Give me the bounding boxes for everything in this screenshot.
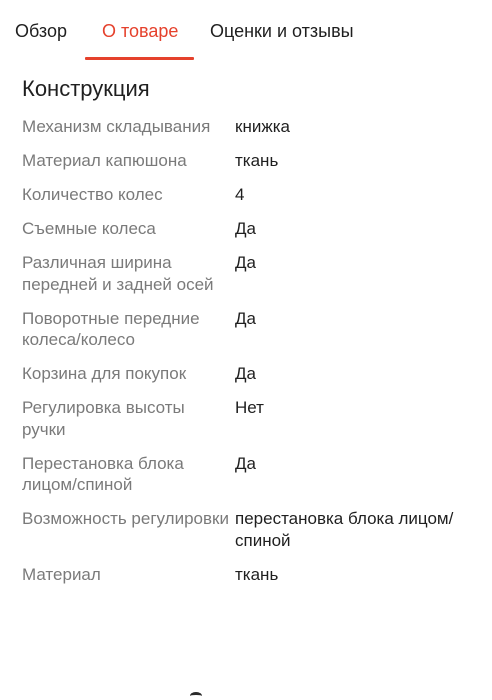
- spec-label: Возможность регулировки: [22, 509, 229, 528]
- spec-label: Регулировка высоты ручки: [22, 398, 185, 439]
- spec-label: Съемные колеса: [22, 219, 156, 238]
- tab-bar: [0, 0, 492, 62]
- spec-label: Поворотные передние колеса/колесо: [22, 308, 200, 349]
- spec-label: Корзина для покупок: [22, 364, 187, 383]
- spec-label: Перестановка блока лицом/спиной: [22, 453, 184, 494]
- spec-row: [22, 218, 482, 240]
- spec-value: Нет: [235, 398, 264, 417]
- section-title: Конструкция: [22, 76, 150, 101]
- tab-overview[interactable]: Обзор: [15, 21, 67, 41]
- spec-label: Материал капюшона: [22, 151, 187, 170]
- spec-row: [22, 308, 482, 351]
- spec-value: ткань: [235, 564, 279, 584]
- tab-about-product[interactable]: О товаре: [102, 21, 179, 41]
- spec-row: [22, 453, 482, 496]
- spec-row: [22, 564, 482, 586]
- spec-value: Да: [235, 253, 256, 272]
- spec-value: книжка: [235, 117, 290, 136]
- spec-row: [22, 363, 482, 385]
- spec-label: Механизм складывания: [22, 117, 211, 136]
- spec-label: Различная ширина передней и задней осей: [22, 253, 214, 294]
- spec-row: [22, 397, 482, 440]
- cut-off-glyph: [190, 692, 202, 700]
- spec-value: Да: [235, 308, 256, 328]
- spec-row: [22, 116, 482, 138]
- spec-label: Материал: [22, 564, 101, 584]
- spec-row: [22, 184, 482, 206]
- spec-value: перестановка блока лицом/спиной: [235, 509, 454, 550]
- tab-ratings-reviews[interactable]: Оценки и отзывы: [210, 21, 354, 41]
- spec-value: ткань: [235, 151, 279, 170]
- spec-list: [22, 116, 482, 598]
- active-tab-indicator: [85, 57, 194, 60]
- spec-row: [22, 508, 482, 551]
- spec-row: [22, 252, 482, 295]
- spec-row: [22, 150, 482, 172]
- spec-value: Да: [235, 219, 256, 238]
- spec-value: Да: [235, 453, 256, 473]
- spec-value: 4: [235, 185, 245, 204]
- spec-label: Количество колес: [22, 185, 163, 204]
- spec-value: Да: [235, 364, 256, 383]
